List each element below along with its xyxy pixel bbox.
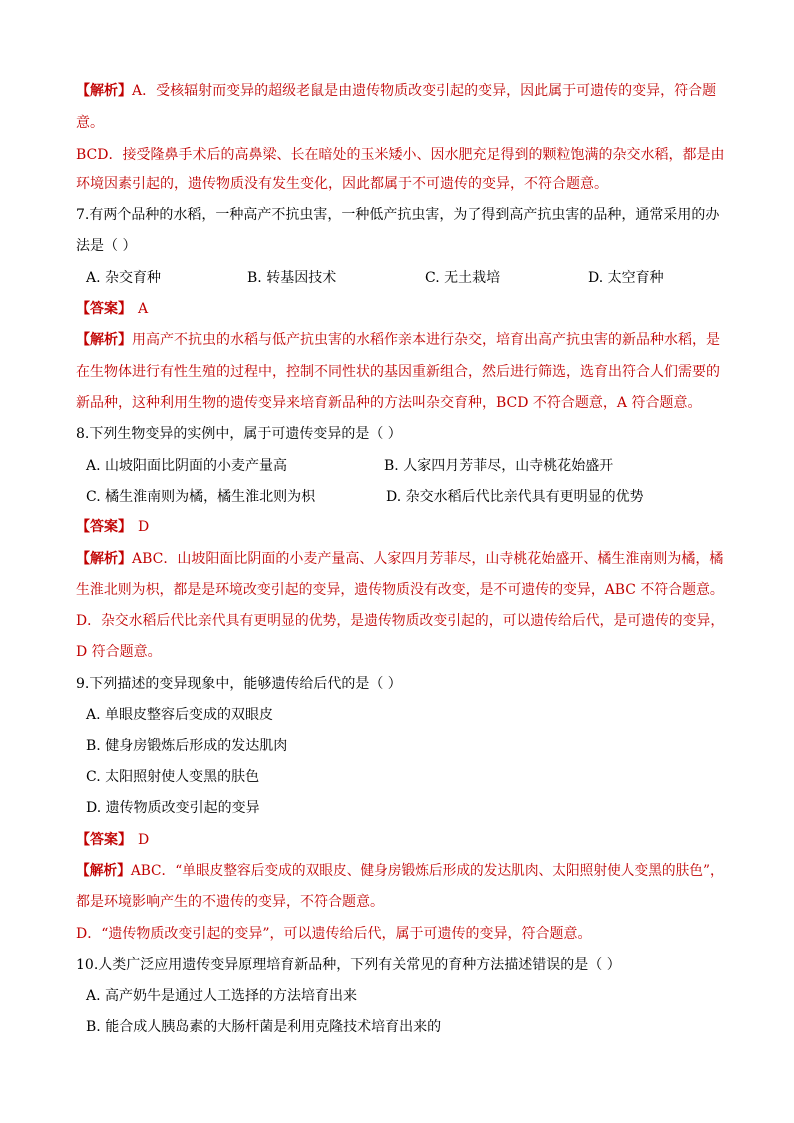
explain-tag: 【解析】: [76, 332, 132, 348]
q7-option-d: D. 太空育种: [588, 270, 664, 286]
explain-tag: 【解析】: [76, 83, 132, 99]
q8-explain-line-1: 【解析】ABC．山坡阳面比阴面的小麦产量高、人家四月芳菲尽，山寺桃花始盛开、橘生淮南则为橘，橘: [76, 551, 724, 567]
q9-explain-line-3: D．“遗传物质改变引起的变异”，可以遗传给后代，属于可遗传的变异，符合题意。: [76, 926, 592, 942]
q8-explain-line-2: 生淮北则为枳，都是是环境改变引起的变异，遗传物质没有改变，是不可遗传的变异，ABC 不符合题意。: [76, 582, 724, 598]
q9-option-a: A. 单眼皮整容后变成的双眼皮: [86, 707, 274, 723]
q7-explain-line-1: 【解析】用高产不抗虫的水稻与低产抗虫害的水稻作亲本进行杂交，培育出高产抗虫害的新品种水稻，是: [76, 332, 720, 348]
q7-option-b: B. 转基因技术: [247, 270, 337, 286]
q8-stem: 8.下列生物变异的实例中，属于可遗传变异的是（ ）: [76, 426, 402, 442]
q9-option-d: D. 遗传物质改变引起的变异: [86, 800, 260, 816]
q10-stem: 10.人类广泛应用遗传变异原理培育新品种，下列有关常见的育种方法描述错误的是（ ）: [76, 957, 621, 973]
q7-stem-line-1: 7.有两个品种的水稻，一种高产不抗虫害，一种低产抗虫害，为了得到高产抗虫害的品种，通常采用的办: [76, 207, 720, 223]
q8-option-c: C. 橘生淮南则为橘，橘生淮北则为枳: [86, 489, 316, 505]
q9-explain-line-2: 都是环境影响产生的不遗传的变异，不符合题意。: [76, 894, 384, 910]
q7-option-c: C. 无土栽培: [425, 270, 501, 286]
q10-option-b: B. 能合成人胰岛素的大肠杆菌是利用克隆技术培育出来的: [86, 1019, 442, 1035]
q10-option-a: A. 高产奶牛是通过人工选择的方法培育出来: [86, 988, 358, 1004]
q8-answer: 【答案】 D: [76, 519, 150, 535]
q6-explain-line-3: BCD．接受隆鼻手术后的高鼻梁、长在暗处的玉米矮小、因水肥充足得到的颗粒饱满的杂交水稻，都是由: [76, 147, 725, 163]
answer-tag: 【答案】: [76, 519, 132, 535]
q8-option-a: A. 山坡阳面比阴面的小麦产量高: [86, 458, 288, 474]
q7-explain-line-2: 在生物体进行有性生殖的过程中，控制不同性状的基因重新组合，然后进行筛选，选育出符合人们需要的: [76, 364, 720, 380]
explain-tag: 【解析】: [76, 551, 132, 567]
q6-explain-line-2: 意。: [76, 115, 104, 131]
q7-stem-line-2: 法是（ ）: [76, 238, 137, 254]
answer-tag: 【答案】: [76, 301, 132, 317]
q7-answer: 【答案】 A: [76, 301, 149, 317]
q8-option-b: B. 人家四月芳菲尽，山寺桃花始盛开: [384, 458, 614, 474]
q8-explain-line-3: D．杂交水稻后代比亲代具有更明显的优势，是遗传物质改变引起的，可以遗传给后代，是可遗传的变异，: [76, 613, 725, 629]
q9-option-b: B. 健身房锻炼后形成的发达肌肉: [86, 738, 288, 754]
q9-stem: 9.下列描述的变异现象中，能够遗传给后代的是（ ）: [76, 676, 402, 692]
q7-option-a: A. 杂交育种: [86, 270, 162, 286]
answer-tag: 【答案】: [76, 832, 132, 848]
q8-option-d: D. 杂交水稻后代比亲代具有更明显的优势: [386, 489, 644, 505]
q9-answer: 【答案】 D: [76, 832, 150, 848]
q9-explain-line-1: 【解析】ABC．“单眼皮整容后变成的双眼皮、健身房锻炼后形成的发达肌肉、太阳照射使人变黑的肤色”，: [76, 863, 724, 879]
q8-explain-line-4: D 符合题意。: [76, 644, 162, 660]
q6-explain-line-1: 【解析】A．受核辐射而变异的超级老鼠是由遗传物质改变引起的变异，因此属于可遗传的变异，符合题: [76, 83, 717, 99]
q7-explain-line-3: 新品种，这种利用生物的遗传变异来培育新品种的方法叫杂交育种，BCD 不符合题意，A 符合题意。: [76, 395, 702, 411]
explain-tag: 【解析】: [76, 863, 131, 879]
q6-explain-line-4: 环境因素引起的，遗传物质没有发生变化，因此都属于不可遗传的变异，不符合题意。: [76, 176, 608, 192]
q9-option-c: C. 太阳照射使人变黑的肤色: [86, 769, 260, 785]
